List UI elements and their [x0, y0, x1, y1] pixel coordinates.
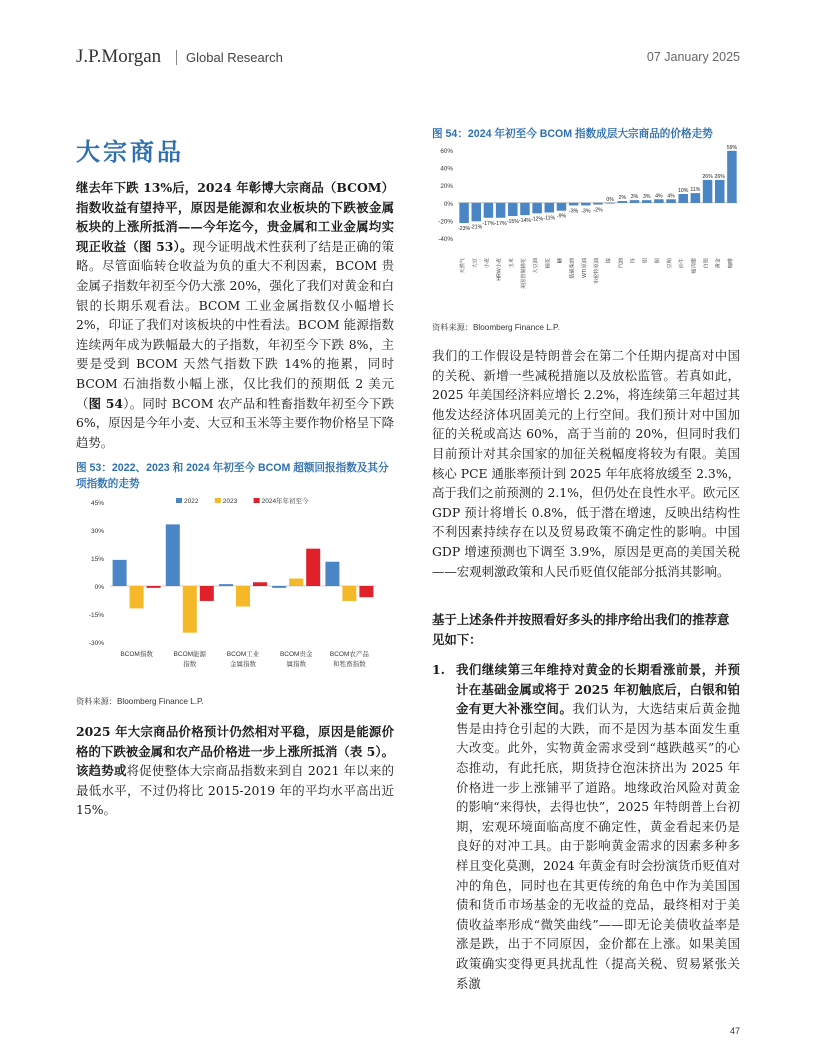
fig53-bar-2023: [342, 586, 356, 601]
fig54-category-label: 低硫柴油: [569, 258, 576, 279]
fig54-data-label: -17%: [494, 220, 507, 227]
fig54-data-label: -23%: [458, 226, 471, 233]
fig54-bar: [642, 200, 651, 203]
fig53-ytick-label: 0%: [94, 584, 104, 591]
fig54-data-label: 3%: [642, 194, 651, 201]
header-section-label: Global Research: [186, 50, 283, 65]
fig53-bar-2024年年初至今: [200, 586, 214, 601]
fig54-data-label: 59%: [726, 144, 738, 151]
fig54-ytick-label: 0%: [443, 200, 453, 208]
fig54-category-label: 瘦肉猪: [691, 258, 698, 274]
figure54-source: 资料来源：Bloomberg Finance L.P.: [432, 323, 560, 332]
fig54-category-label: 白银: [703, 258, 710, 269]
fig54-bar: [727, 151, 736, 203]
fig54-category-label: 铝: [642, 258, 649, 264]
fig53-bar-2022: [166, 524, 180, 586]
fig54-data-label: -3%: [581, 208, 591, 215]
fig53-category-label-line: BCOM能源: [173, 651, 207, 658]
fig54-data-label: -14%: [518, 218, 532, 225]
fig54-category-label: 汽油: [618, 258, 625, 269]
fig54-data-label: 4%: [667, 193, 675, 200]
fig54-bar: [520, 203, 529, 215]
fig54-bar: [459, 203, 468, 223]
macro-paragraph: 我们的工作假设是特朗普会在第二个任期内提高对中国的关税、新增一些减税措施以及放松监管。若真如此，2025 年美国经济料应增长 2.2%，将连续第三年超过其他发达经济体巩固美元的上行空间。我们预计对中国加征的关税或高达 60%，高于当前的 20%，但同时我们目前预计对其余国家的加征关税幅度将较为有限。美国核心 PCE 通胀率预计到 2025 年年底将放缓至 2.3%，高于我们之前预测的 2.1%，但仍处在良性水平。欧元区 GDP 预计将增长 0.8%，低于潜在增速，反映出结构性不利因素持续存在以及贸易政策不确定性的影响。中国 GDP 增速预测也下调至 3.9%，原因是更高的美国关税——宏观刺激政策和人民币贬值仅能部分抵消其影响。: [432, 348, 741, 579]
intro-bold-text: 继去年下跌 13%后，2024 年彰博大宗商品（BCOM）指数收益有望持平，原因是能源和农业板块的下跌被金属板块的上涨所抵消——今年迄今，贵金属和工业金属均实现正收益（图 53）。: [76, 180, 394, 254]
fig53-bar-2022: [272, 586, 286, 588]
fig53-ytick-label: 30%: [90, 528, 104, 535]
fig54-bar: [715, 180, 724, 203]
fig54-bar: [508, 203, 517, 216]
fig54-bar: [703, 180, 712, 203]
fig53-bar-2024年年初至今: [253, 582, 267, 586]
recommendation-item-bold: 我们继续第三年维持对黄金的长期看涨前景，并预计在基础金属或将于 2025 年初触底后，白银和铂金有更大补涨空间。: [456, 662, 740, 717]
page-number: 47: [729, 1026, 740, 1036]
fig53-ytick-label: -15%: [88, 612, 104, 619]
fig54-bar: [618, 201, 627, 203]
fig53-ytick-label: 45%: [90, 500, 104, 507]
fig53-category-label-line: 属指数: [286, 661, 306, 668]
intro-text-2: ）。同时 BCOM 农产品和牲畜指数年初至今下跌 6%，原因是今年小麦、大豆和玉米等主要作物价格呈下降趋势。: [76, 395, 395, 450]
fig54-category-label: 咖啡: [727, 258, 734, 269]
fig53-ytick-label: 15%: [90, 556, 104, 563]
outlook-paragraph: [76, 722, 394, 820]
fig54-bar: [605, 203, 614, 204]
fig53-bar-2022: [325, 562, 339, 586]
figure53-chart: [76, 492, 394, 672]
fig54-category-label: 天然气: [460, 258, 467, 274]
fig54-data-label: -15%: [506, 219, 519, 225]
fig54-category-label: 大豆: [472, 258, 479, 269]
intro-paragraph: [76, 178, 394, 452]
fig54-bar: [484, 203, 493, 218]
header-divider: [176, 50, 177, 65]
fig54-bar: [472, 203, 481, 221]
jpmorgan-logo: J.P.Morgan: [76, 46, 162, 67]
figure54-title: 图 54：2024 年初至今 BCOM 指数成层大宗商品的价格走势: [432, 128, 713, 140]
fig54-bar: [581, 203, 590, 206]
fig54-data-label: 4%: [655, 193, 663, 200]
fig53-ytick-label: -30%: [88, 640, 104, 647]
fig54-bar: [532, 203, 541, 214]
fig53-category-label: [120, 649, 153, 658]
fig53-legend-swatch: [215, 498, 221, 503]
fig53-legend-swatch: [176, 498, 182, 503]
fig54-category-label: 大豆油: [533, 258, 540, 274]
outlook-bold-text: 2025 年大宗商品价格预计仍然相对平稳，原因是能源价格的下跌被金属和农产品价格进一步上涨所抵消（表 5）。该趋势或: [76, 724, 394, 779]
fig54-data-label: 0%: [606, 196, 614, 203]
fig54-data-label: 11%: [690, 187, 701, 194]
fig54-category-label: 铜: [654, 258, 661, 264]
outlook-paragraph-block: [76, 722, 394, 820]
fig54-bar: [557, 203, 566, 211]
fig54-category-label: 锌: [630, 258, 637, 264]
macro-paragraph-block: [432, 346, 740, 581]
fig53-category-label: [280, 649, 313, 668]
intro-text-1: 现今证明战术性获利了结是正确的策略。尽管面临转仓收益为负的重大不利因素，BCOM 贵金属子指数年初至今仍大涨 20%，强化了我们对黄金和白银的长期乐观看法。BCOM 工业金属指数仅小幅增长 2%，印证了我们对该板块的中性看法。BCOM 能源指数连续两年成为跌幅最大的子指数，年初至今下跌 8%，主要是受到 BCOM 天然气指数下跌 14%的拖累，同时 BCOM 石油指数小幅上涨，仅比我们的预期低 2 美元（: [76, 238, 395, 411]
fig54-data-label: -3%: [569, 208, 579, 215]
fig54-bar: [496, 203, 505, 218]
fig54-data-label: -2%: [593, 207, 603, 214]
fig54-ytick-label: 60%: [440, 148, 453, 155]
fig53-category-label-line: BCOM指数: [120, 651, 153, 658]
fig54-data-label: -9%: [556, 213, 567, 220]
fig54-category-label: 棉花: [545, 258, 552, 269]
fig54-data-label: -12%: [531, 216, 544, 223]
fig54-category-label: 活牛: [679, 258, 686, 269]
fig53-bar-2023: [130, 586, 144, 608]
fig53-category-label: [227, 649, 260, 668]
fig54-category-label: 美国管制棉花: [520, 258, 527, 290]
fig53-category-label-line: 指数: [183, 661, 197, 668]
fig54-bar: [678, 194, 687, 203]
fig54-data-label: 10%: [678, 188, 689, 194]
fig54-ytick-label: 40%: [440, 165, 453, 173]
fig54-bar: [569, 203, 578, 206]
recommendation-item: [456, 660, 740, 993]
fig53-legend-label: 2023: [222, 498, 238, 505]
fig54-category-label: 糖: [557, 258, 564, 264]
fig53-bar-2022: [219, 584, 233, 586]
fig54-data-label: -17%: [482, 220, 495, 227]
fig54-bar: [654, 199, 663, 203]
figure54-chart: [432, 142, 740, 308]
fig53-bar-2024年年初至今: [306, 549, 320, 586]
fig54-bar: [545, 203, 554, 213]
recommendation-item-number: 1.: [432, 662, 445, 677]
fig53-category-label: [330, 649, 370, 668]
fig53-bar-2022: [113, 560, 127, 586]
fig54-ytick-label: 20%: [440, 183, 453, 191]
fig54-data-label: -21%: [470, 224, 483, 231]
fig54-data-label: 26%: [702, 173, 713, 180]
fig53-legend-label: 2022: [184, 498, 199, 505]
figure54-svg: [432, 142, 740, 308]
fig54-bar: [630, 200, 639, 203]
fig54-category-label: WTI原油: [581, 258, 588, 278]
fig54-bar: [593, 203, 602, 205]
fig53-category-label-line: BCOM工业: [226, 651, 260, 658]
recommendation-item-rest: 我们认为，大选结束后黄金抛售是由持仓引起的大跌，而不是因为基本面发生重大改变。此外，实物黄金需求受到“越跌越买”的心态推动，有此托底，期货持仓泡沫挤出为 2025 年价格进一步上涨铺平了道路。地缘政治风险对黄金的影响“来得快，去得也快”，2025 年特朗普上台初期，宏观环境面临高度不确定性，黄金看起来仍是良好的对冲工具。由于影响黄金需求的因素多种多样且变化莫测，2024 年黄金有时会扮演货币贬值对冲的角色，同时也在其更传统的角色中作为美国国债和货币市场基金的无收益的竞品，最终相对于美债收益率形成“微笑曲线”——即无论美债收益率是涨是跌，出于不同原因，金价都在上涨。如果美国政策确实变得更具扰乱性（提高关税、贸易紧张关系激: [456, 701, 741, 991]
fig54-data-label: 3%: [630, 194, 639, 201]
section-title: 大宗商品: [76, 137, 184, 166]
fig54-bar: [691, 193, 700, 203]
fig53-category-label-line: BCOM农产品: [329, 651, 369, 658]
fig53-category-label-line: 和牲畜指数: [333, 661, 366, 668]
figure53-svg: [76, 492, 394, 692]
fig53-category-label-line: BCOM贵金: [279, 651, 313, 658]
figure53-source: 资料来源：Bloomberg Finance L.P.: [76, 697, 204, 706]
fig53-bar-2023: [183, 586, 197, 633]
fig54-data-label: 2%: [618, 195, 627, 202]
fig54-category-label: 玉米: [508, 258, 515, 269]
fig54-category-label: 黄金: [715, 258, 722, 269]
fig53-legend-label: 2024年年初至今: [261, 498, 309, 505]
fig54-bar: [666, 199, 675, 203]
fig54-category-label: 豆粕: [667, 258, 674, 269]
outlook-text: 将促使整体大宗商品指数来到自 2021 年以来的最低水平，不过仍将比 2015-2019 年的平均水平高出近 15%。: [76, 763, 394, 818]
recommendation-heading: 基于上述条件并按照看好多头的排序给出我们的推荐意见如下：: [432, 612, 730, 647]
fig54-category-label: HRW小麦: [496, 258, 503, 281]
fig54-ytick-label: -20%: [438, 218, 453, 226]
fig53-category-label-line: 金属指数: [230, 661, 256, 668]
fig53-bar-2024年年初至今: [147, 586, 161, 588]
fig54-data-label: -11%: [543, 215, 556, 222]
intro-fig54-ref: 图 54: [88, 395, 124, 411]
fig53-category-label: [174, 649, 207, 668]
fig54-category-label: 布伦特原油: [594, 258, 600, 284]
fig54-category-label: 小麦: [484, 258, 491, 269]
fig53-bar-2023: [236, 586, 250, 607]
figure53-title: 图 53：2022、2023 和 2024 年初至今 BCOM 超额回报指数及其分项指数的走势: [76, 462, 389, 490]
fig53-legend-swatch: [254, 498, 260, 503]
fig54-ytick-label: -40%: [438, 236, 453, 243]
header-date: 07 January 2025: [646, 50, 740, 64]
recommendation-item-text: [456, 660, 740, 993]
fig54-category-label: 镍: [606, 258, 613, 264]
fig53-bar-2024年年初至今: [359, 586, 373, 597]
intro-paragraph-block: [76, 178, 394, 452]
fig54-data-label: 26%: [714, 173, 725, 180]
fig53-bar-2023: [289, 579, 303, 586]
